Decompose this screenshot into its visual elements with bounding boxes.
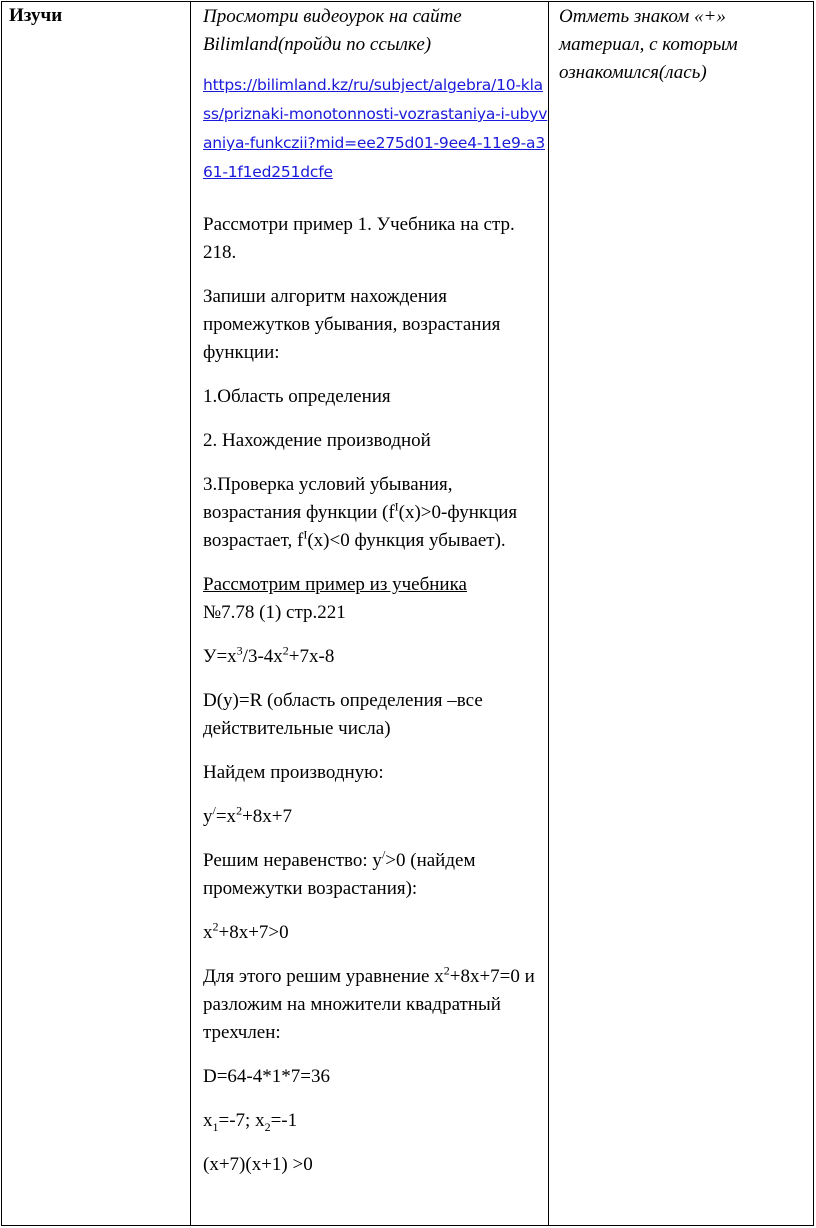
algorithm-step-2: 2. Нахождение производной bbox=[203, 430, 431, 451]
domain-statement: D(y)=R (область определения –все действительные числа) bbox=[203, 690, 483, 739]
column-study bbox=[2, 2, 191, 1226]
column-content bbox=[191, 2, 549, 1226]
example-heading: Рассмотрим пример из учебника №7.78 (1) стр.221 bbox=[203, 574, 467, 623]
lesson-table bbox=[1, 1, 814, 1226]
bilimland-link[interactable]: https://bilimland.kz/ru/subject/algebra/10-klass/priznaki-monotonnosti-vozrastaniya-i-ubyvaniya-funkczii?mid=ee275d01-9ee4-11e9-a361-1f1ed251dcfe bbox=[203, 76, 548, 181]
derivative-formula: $у^/=х^2+8х+7$ bbox=[203, 803, 292, 827]
video-lesson-intro: Просмотри видеоурок на сайте Bilimland(пройди по ссылке) bbox=[203, 6, 462, 55]
equation-intro: Для этого решим уравнение $х^2+8х+7=0$ и разложим на множители квадратный трехчлен: bbox=[203, 963, 535, 1043]
discriminant: D=64-4*1*7=36 bbox=[203, 1066, 330, 1087]
derivative-intro: Найдем производную: bbox=[203, 762, 384, 783]
study-heading: Изучи bbox=[9, 5, 63, 26]
algorithm-step-3: 3.Проверка условий убывания, возрастания функции ($f^I(x)>0$-функция возрастает, $f^I(x)<0$ функция убывает). bbox=[203, 474, 518, 551]
algorithm-step-1: 1.Область определения bbox=[203, 386, 391, 407]
textbook-example-ref: Рассмотри пример 1. Учебника на стр. 218. bbox=[203, 214, 515, 263]
table-row bbox=[2, 2, 814, 1226]
factored-inequality: (х+7)(х+1) >0 bbox=[203, 1154, 313, 1175]
function-formula: $У=х^3/3-4х^2+7х-8$ bbox=[203, 643, 335, 667]
column-checkmark bbox=[549, 2, 814, 1226]
inequality: $х^2+8х+7>0$ bbox=[203, 919, 289, 943]
checkmark-instruction: Отметь знаком «+» материал, с которым ознакомился(лась) bbox=[559, 6, 738, 83]
algorithm-intro: Запиши алгоритм нахождения промежутков убывания, возрастания функции: bbox=[203, 286, 501, 363]
inequality-intro: Решим неравенство: у/>0 (найдем промежутки возрастания): bbox=[203, 847, 476, 899]
roots: $х_1=-7$; $х_2=-1$ bbox=[203, 1110, 298, 1134]
